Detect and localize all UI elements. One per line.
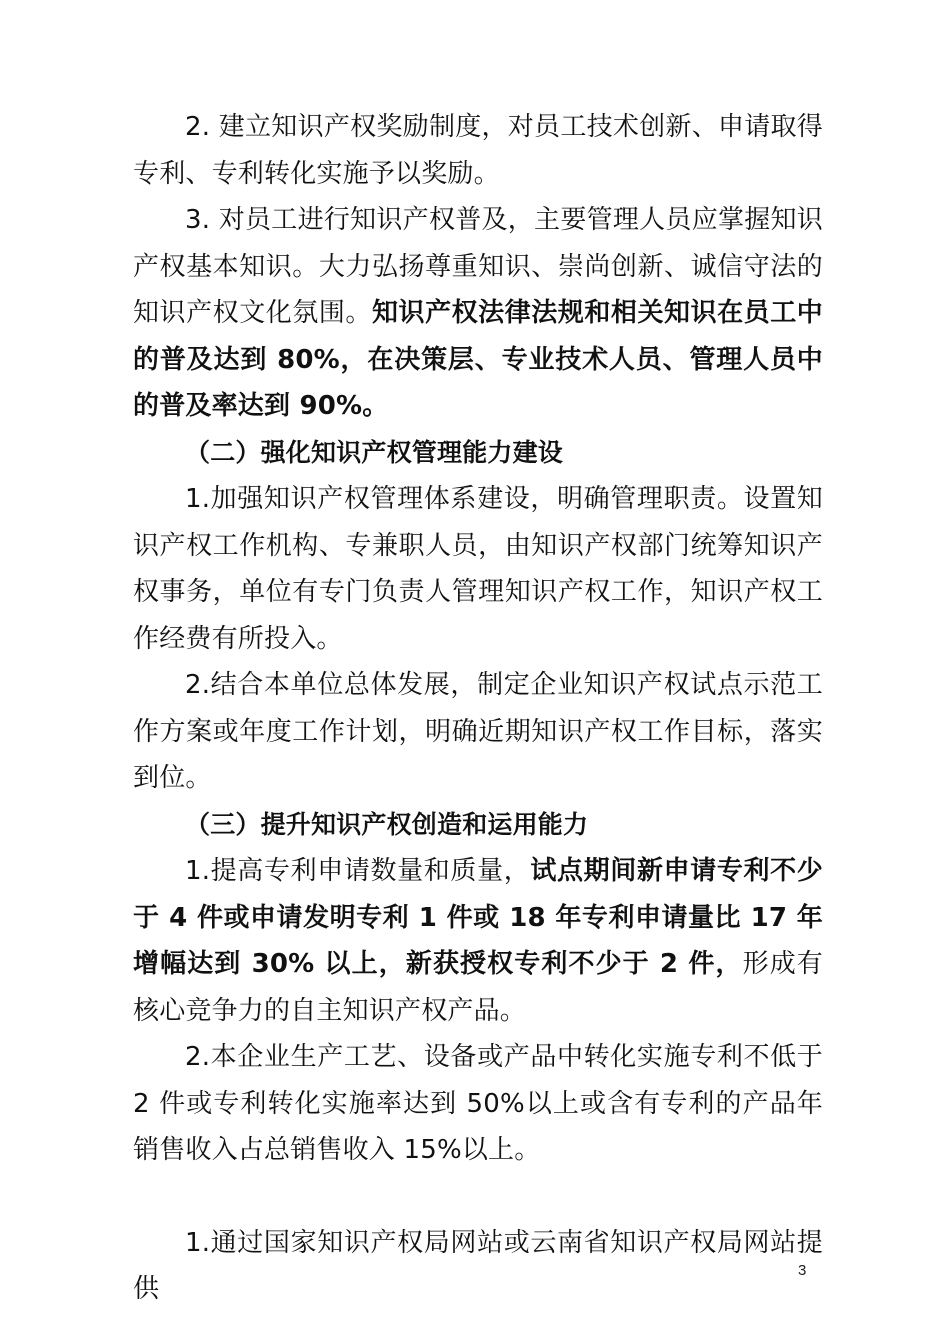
ip-education-target: 知识产权法律法规和相关知识在员工中的普及达到 80%，在决策层、专业技术人员、管理人员中的普及率达到 90%。 bbox=[133, 298, 823, 421]
paragraph-website-info: 1.通过国家知识产权局网站或云南省知识产权局网站提供 bbox=[133, 1227, 823, 1304]
section-heading-2: （二）强化知识产权管理能力建设 bbox=[185, 437, 564, 467]
paragraph-work-plan: 2.结合本单位总体发展，制定企业知识产权试点示范工作方案或年度工作计划，明确近期知识产权工作目标，落实到位。 bbox=[133, 670, 823, 793]
paragraph-patent-implementation: 2.本企业生产工艺、设备或产品中转化实施专利不低于 2 件或专利转化实施率达到 50%以上或含有专利的产品年销售收入占总销售收入 15%以上。 bbox=[133, 1042, 823, 1165]
patent-quantity-target: 试点期间新申请专利不少于 4 件或申请发明专利 1 件或 18 年专利申请量比 17 年增幅达到 30% 以上，新获授权专利不少于 2 件， bbox=[133, 856, 824, 979]
section-heading-3: （三）提升知识产权创造和运用能力 bbox=[185, 809, 589, 839]
paragraph-ip-education bbox=[133, 197, 823, 430]
blank-line bbox=[133, 1174, 823, 1220]
paragraph-management-system: 1.加强知识产权管理体系建设，明确管理职责。设置知识产权工作机构、专兼职人员，由知识产权部门统筹知识产权事务，单位有专门负责人管理知识产权工作，知识产权工作经费有所投入。 bbox=[133, 484, 823, 654]
paragraph-patent-quantity bbox=[133, 848, 823, 1034]
document-body bbox=[133, 104, 823, 1313]
page-number: 3 bbox=[798, 1262, 807, 1279]
ip-education-text: 3. 对员工进行知识产权普及，主要管理人员应掌握知识产权基本知识。大力弘扬尊重知识、崇尚创新、诚信守法的知识产权文化氛围。 bbox=[133, 205, 823, 328]
paragraph-reward-system: 2. 建立知识产权奖励制度，对员工技术创新、申请取得专利、专利转化实施予以奖励。 bbox=[133, 112, 823, 189]
patent-quantity-outcome: 形成有核心竞争力的自主知识产权产品。 bbox=[133, 949, 823, 1026]
patent-quantity-intro: 1.提高专利申请数量和质量， bbox=[185, 856, 531, 886]
